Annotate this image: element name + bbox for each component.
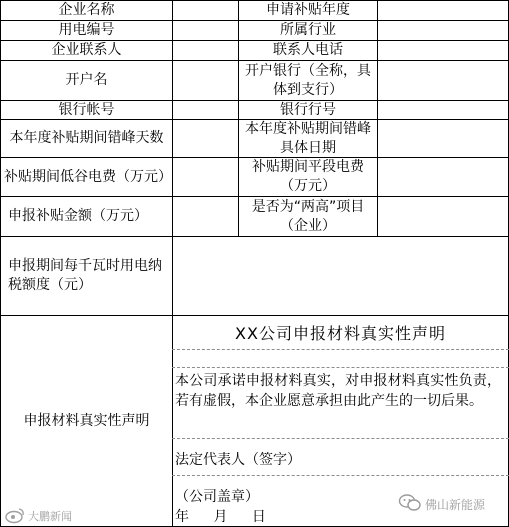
grid-line-dashed	[172, 367, 509, 368]
field-label-peak-dates: 本年度补贴期间错峰具体日期	[245, 120, 371, 156]
declaration-body: 本公司承诺申报材料真实，对申报材料真实性负责，若有虚假，本企业愿意承担由此产生的一切后果。	[175, 373, 501, 409]
field-value-company-name[interactable]	[173, 1, 238, 20]
field-value-peak-dates[interactable]	[378, 120, 508, 157]
weibo-logo-icon	[4, 506, 26, 524]
field-value-subsidy-year[interactable]	[378, 1, 508, 20]
field-value-contact-person[interactable]	[173, 41, 238, 60]
field-value-flat-fee[interactable]	[378, 158, 508, 196]
field-label-account-number: 银行帐号	[58, 101, 115, 118]
wechat-logo-icon	[398, 493, 422, 513]
field-label-subsidy-amount: 申报补贴金额（万元）	[8, 208, 148, 224]
field-value-two-high[interactable]	[378, 197, 508, 236]
field-label-account-name: 开户名	[65, 72, 108, 88]
field-label-peak-days: 本年度补贴期间错峰天数	[9, 130, 164, 146]
field-value-bank-code[interactable]	[378, 101, 508, 119]
field-value-account-number[interactable]	[173, 101, 238, 119]
grid-line-dashed	[172, 349, 509, 350]
field-label-two-high: 是否为“两高”项目（企业）	[251, 198, 365, 234]
watermark-left: 大鹏新闻	[28, 510, 72, 523]
field-label-contact-person: 企业联系人	[51, 42, 122, 58]
field-label-flat-fee: 补贴期间平段电费（万元）	[252, 159, 364, 194]
field-label-tax-per-kwh: 申报期间每千瓦时用电纳税额度（元）	[8, 258, 162, 293]
watermark-right: 佛山新能源	[425, 498, 486, 512]
field-label-valley-fee: 补贴期间低谷电费（万元）	[4, 168, 172, 185]
field-label-bank: 开户银行（全称，具体到支行）	[245, 62, 371, 98]
field-label-declaration: 申报材料真实性声明	[23, 412, 150, 429]
field-value-contact-phone[interactable]	[378, 41, 508, 60]
field-value-subsidy-amount[interactable]	[173, 197, 238, 236]
field-label-industry: 所属行业	[280, 22, 336, 38]
field-label-company-name: 企业名称	[58, 2, 115, 18]
field-label-bank-code: 银行行号	[280, 101, 336, 118]
declaration-title: XX公司申报材料真实性声明	[235, 323, 446, 343]
declaration-date[interactable]: 年 月 日	[175, 509, 266, 525]
field-value-valley-fee[interactable]	[173, 158, 238, 196]
grid-line-dashed	[172, 438, 509, 439]
field-value-account-name[interactable]	[173, 61, 238, 100]
declaration-signature[interactable]: 法定代表人（签字）	[175, 452, 301, 468]
field-value-industry[interactable]	[378, 21, 508, 40]
field-value-tax-per-kwh[interactable]	[173, 237, 508, 315]
declaration-seal[interactable]: （公司盖章）	[175, 489, 259, 505]
field-value-bank[interactable]	[378, 61, 508, 100]
field-label-contact-phone: 联系人电话	[273, 42, 343, 58]
grid-line-dashed	[172, 475, 509, 476]
field-label-electricity-id: 用电编号	[58, 22, 115, 38]
field-value-electricity-id[interactable]	[173, 21, 238, 40]
field-label-subsidy-year: 申请补贴年度	[266, 2, 350, 18]
field-value-peak-days[interactable]	[173, 120, 238, 157]
